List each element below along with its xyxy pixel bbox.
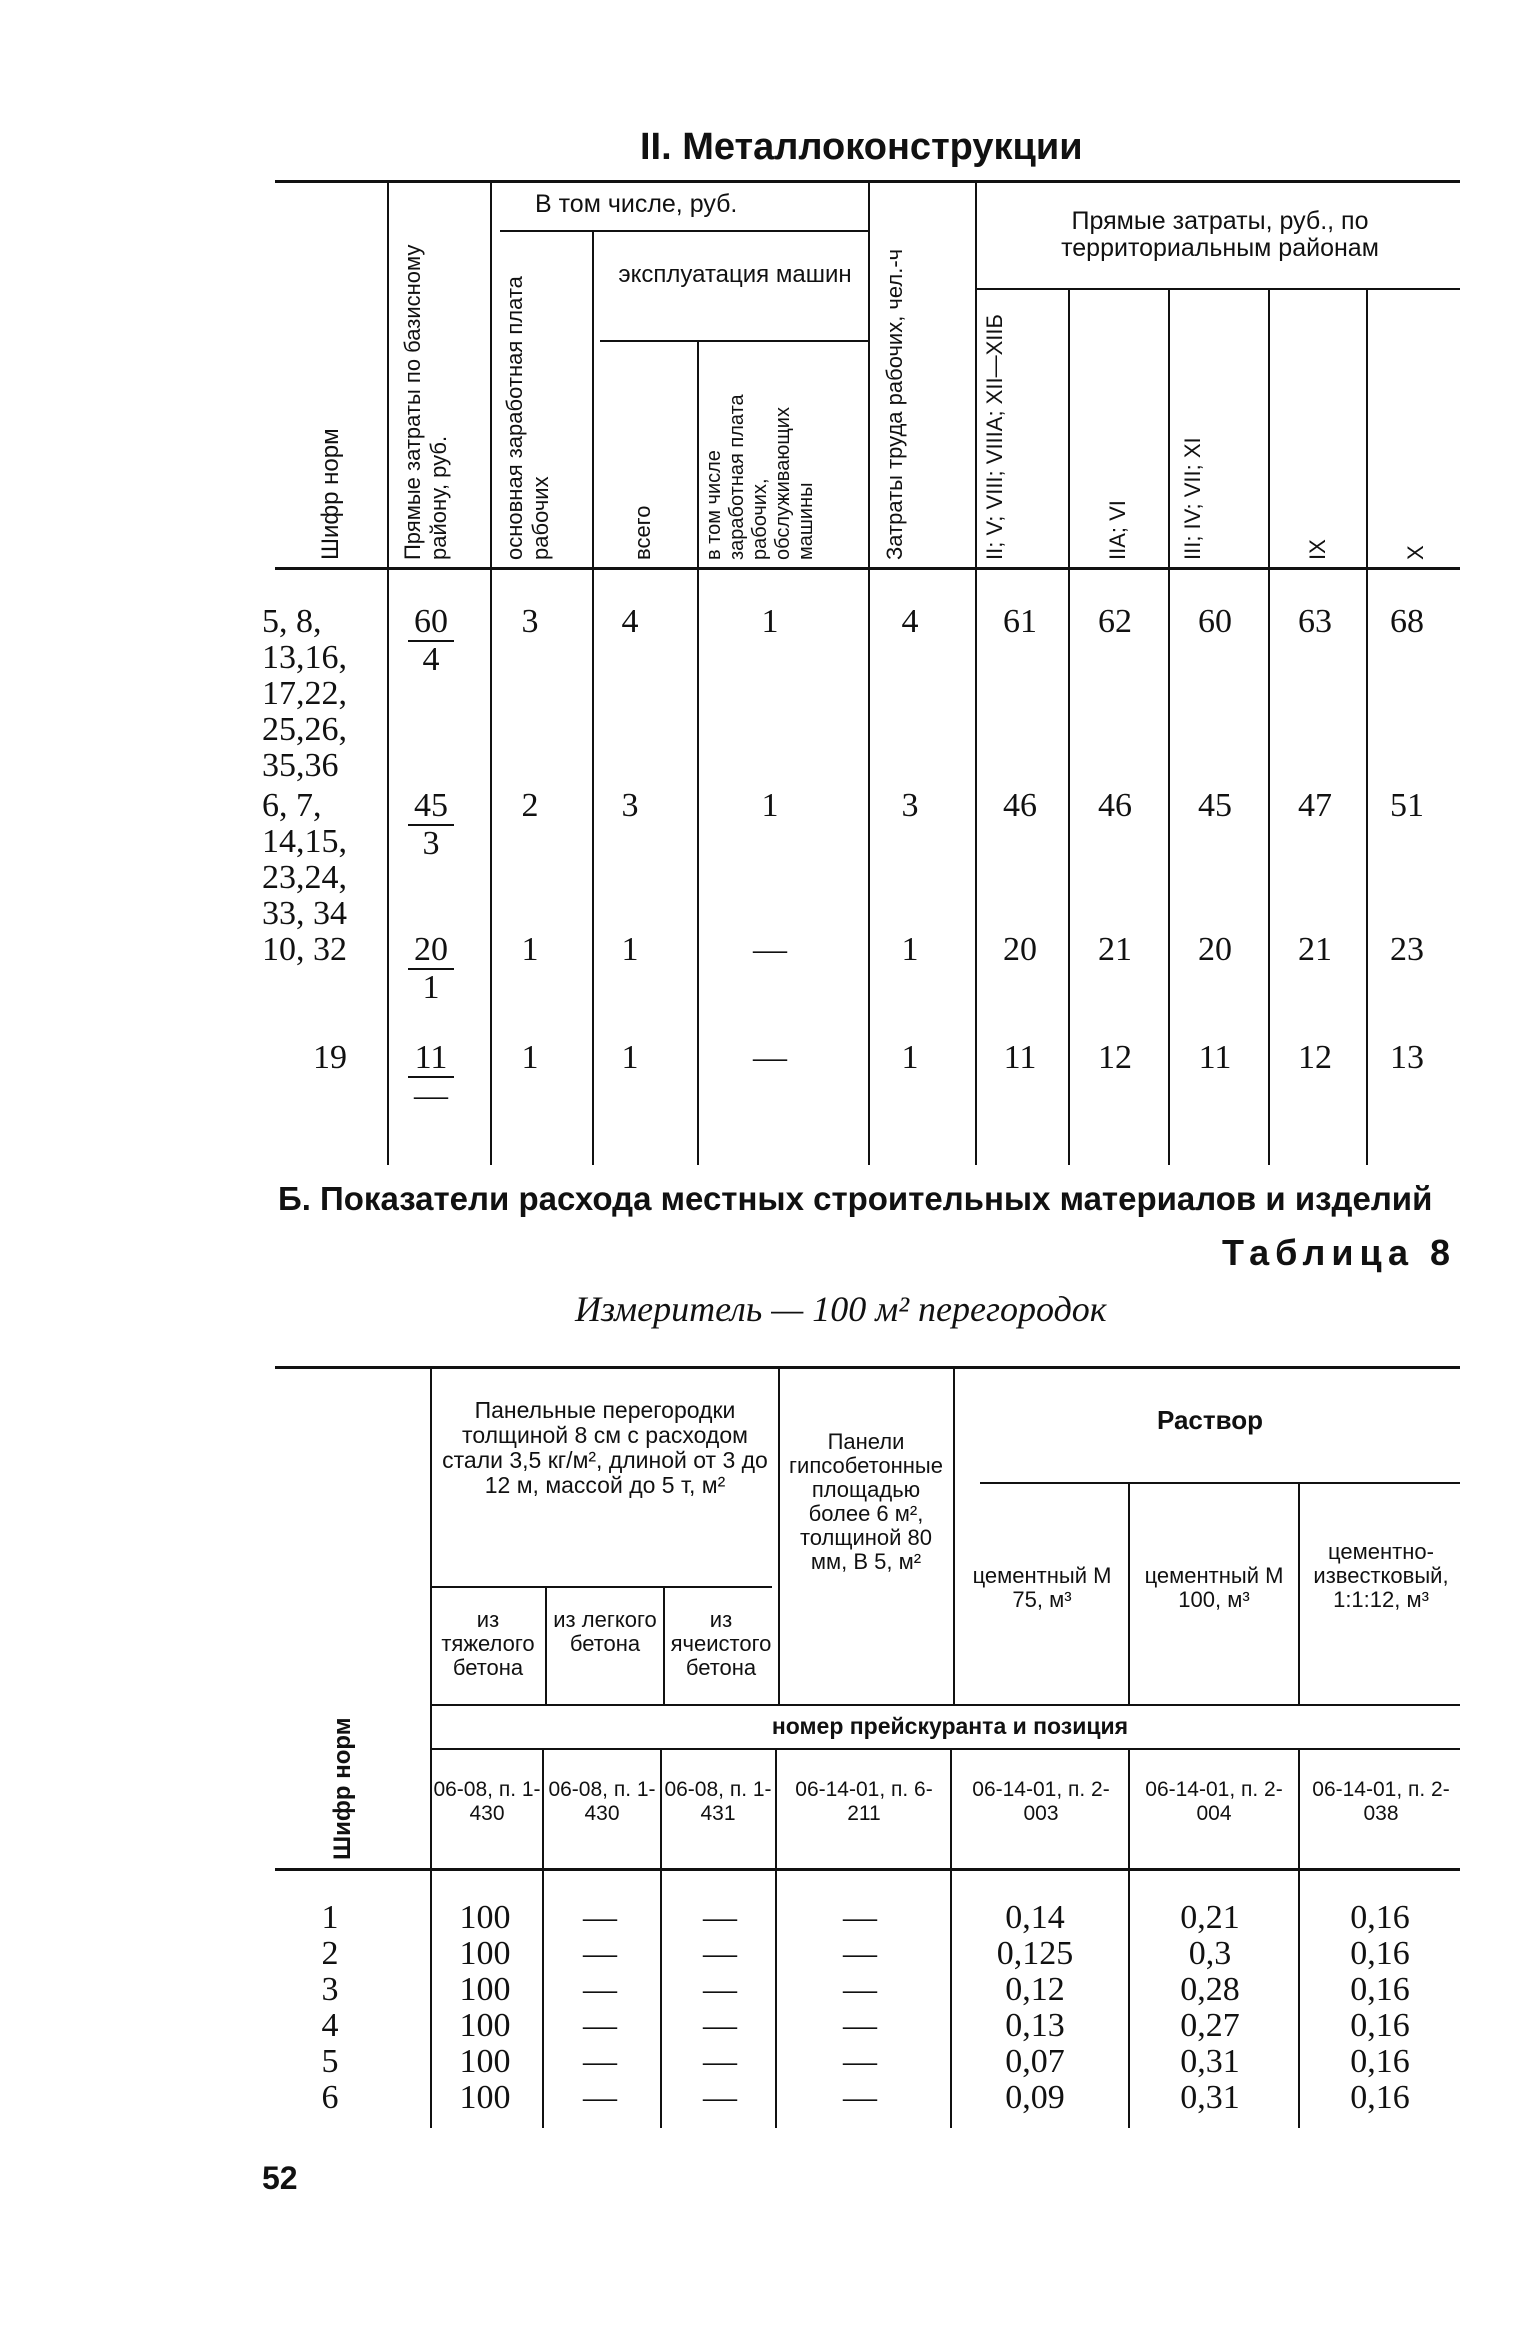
t2-row-6-c1: 100 [459,2079,511,2116]
page-number: 52 [262,2160,298,2196]
t1-row-2-r4: 47 [1298,787,1332,824]
t2-row-6-c2: — [583,2079,617,2116]
t1-row-2-r1: 46 [1003,787,1037,824]
t1-row-4-r5: 13 [1390,1039,1424,1076]
t2-row-1-c7: 0,16 [1350,1899,1410,1936]
t1-row-4-base [408,1040,454,1114]
t2-row-3-c1: 100 [459,1971,511,2008]
t1-row-1-r1: 61 [1003,603,1037,640]
t1-header-machines-total: всего [630,505,655,560]
t1-row-1-code: 5, 8, 13,16, 17,22, 25,26, 35,36 [262,603,347,784]
t2-header-cellular: из ячеистого бетона [670,1607,772,1680]
t1-vline [1168,290,1170,1165]
t1-vline [387,180,389,1165]
t2-row-5-c4: — [843,2043,877,2080]
t1-row-2-mach-wages: 1 [761,787,779,824]
t2-row-2-c6: 0,3 [1188,1935,1232,1972]
t2-row-2-c1: 100 [459,1935,511,1972]
t1-row-2-base-num: 45 [408,788,454,826]
t1-row-4-r4: 12 [1298,1039,1332,1076]
table-label: Таблица 8 [1222,1232,1457,1273]
t2-row-6-c4: — [843,2079,877,2116]
t2-row-3-c5: 0,12 [1005,1971,1065,2008]
t2-row-5-c3: — [703,2043,737,2080]
t2-row-4-c4: — [843,2007,877,2044]
t2-row-4-code: 4 [321,2007,339,2044]
t2-rule-price-2 [432,1748,1460,1750]
t2-row-1-c1: 100 [459,1899,511,1936]
t1-vline [490,180,492,1165]
t2-ref-2: 06-08, п. 1-430 [548,1778,656,1825]
section-b-title: Б. Показатели расхода местных строительных материалов и изделий [278,1180,1433,1217]
t1-row-3-code: 10, 32 [262,931,347,968]
t1-row-2-code: 6, 7, 14,15, 23,24, 33, 34 [262,787,347,932]
t2-row-6-c3: — [703,2079,737,2116]
t2-ref-7: 06-14-01, п. 2-038 [1312,1778,1450,1825]
t2-row-1-c3: — [703,1899,737,1936]
t1-row-1-mach-wages: 1 [761,603,779,640]
t1-row-4-r1: 11 [1003,1039,1037,1076]
t2-row-2-c7: 0,16 [1350,1935,1410,1972]
t2-vline [1298,1750,1300,2128]
t2-row-1-c5: 0,14 [1005,1899,1065,1936]
t2-ref-6: 06-14-01, п. 2-004 [1145,1778,1283,1825]
t2-header-lime: цементно-известковый, 1:1:12, м³ [1313,1539,1449,1612]
t1-row-4-r3: 11 [1198,1039,1232,1076]
t2-row-5-code: 5 [321,2043,339,2080]
t2-row-4-c5: 0,13 [1005,2007,1065,2044]
t1-header-incl: В том числе, руб. [535,190,738,218]
t1-row-1-base [408,604,454,678]
t1-row-1-mach-total: 4 [621,603,639,640]
t1-row-3-mach-total: 1 [621,931,639,968]
t1-row-3-mach-wages: — [753,931,787,968]
t2-ref-1: 06-08, п. 1-430 [433,1778,541,1825]
t2-header-cement100: цементный М 100, м³ [1144,1563,1284,1612]
t2-row-3-c7: 0,16 [1350,1971,1410,2008]
t1-row-2-base-den: 3 [422,825,440,862]
t1-row-3-r5: 23 [1390,931,1424,968]
t1-row-4-base-num: 11 [408,1040,454,1078]
t1-vline [1068,290,1070,1165]
t2-row-6-c7: 0,16 [1350,2079,1410,2116]
t1-row-2-r5: 51 [1390,787,1424,824]
t1-row-4-wages: 1 [521,1039,539,1076]
t2-vline [1128,1484,1130,1704]
t1-header-region-4: IX [1305,539,1330,560]
t2-vline [953,1368,955,1704]
t2-header-mortar: Раствор [1156,1405,1264,1435]
t2-row-3-c3: — [703,1971,737,2008]
t2-vline [1298,1484,1300,1704]
t1-vline [1268,290,1270,1165]
t1-rule-regions [975,288,1460,290]
t2-header-panels: Панельные перегородки толщиной 8 см с расходом стали 3,5 кг/м², длиной от 3 до 12 м, массой до 5 т, м² [442,1397,768,1498]
t2-vline [430,1368,432,2128]
t2-header-price-ref: номер прейскуранта и позиция [771,1713,1129,1739]
t1-vline [1366,290,1368,1165]
t1-row-3-r1: 20 [1003,931,1037,968]
t1-header-machines-wages: в том числе заработная плата рабочих, обслуживающих машины [703,394,817,560]
t1-vline [697,342,699,1165]
t2-row-2-c4: — [843,1935,877,1972]
t2-row-5-c6: 0,31 [1180,2043,1240,2080]
t2-row-3-c4: — [843,1971,877,2008]
t2-row-4-c1: 100 [459,2007,511,2044]
t2-top-rule [275,1366,1460,1369]
t2-row-2-c2: — [583,1935,617,1972]
t2-row-3-c6: 0,28 [1180,1971,1240,2008]
t2-row-4-c6: 0,27 [1180,2007,1240,2044]
t2-head-rule [275,1868,1460,1871]
t2-rule-panels [432,1586,772,1588]
t2-vline [775,1750,777,2128]
t2-row-5-c5: 0,07 [1005,2043,1065,2080]
t1-row-1-wages: 3 [521,603,539,640]
t1-row-2-labor: 3 [901,787,919,824]
t2-vline [1128,1750,1130,2128]
t1-row-1-base-den: 4 [422,641,440,678]
t1-header-base-cost: Прямые затраты по базисному району, руб. [400,244,451,560]
table-measure: Измеритель — 100 м² перегородок [575,1289,1107,1329]
t1-row-4-code: 19 [313,1039,347,1076]
t1-row-2-wages: 2 [521,787,539,824]
t1-row-1-r5: 68 [1390,603,1424,640]
t1-row-1-labor: 4 [901,603,919,640]
t1-row-3-base [408,932,454,1006]
t2-header-cement75: цементный М 75, м³ [972,1563,1112,1612]
t1-header-labor: Затраты труда рабочих, чел.-ч [882,248,907,560]
t1-row-3-wages: 1 [521,931,539,968]
t2-row-1-c6: 0,21 [1180,1899,1240,1936]
t2-header-gypsum: Панели гипсобетонные площадью более 6 м², толщиной 80 мм, В 5, м² [789,1429,943,1574]
t2-row-6-c5: 0,09 [1005,2079,1065,2116]
t2-row-6-c6: 0,31 [1180,2079,1240,2116]
t2-row-5-c2: — [583,2043,617,2080]
t1-row-3-r4: 21 [1298,931,1332,968]
t1-row-4-base-den: — [414,1077,448,1114]
t1-row-1-r2: 62 [1098,603,1132,640]
t1-vline [868,180,870,1165]
t1-row-3-r3: 20 [1198,931,1232,968]
t2-header-code: Шифр норм [329,1717,356,1860]
t2-row-4-c7: 0,16 [1350,2007,1410,2044]
t1-row-4-mach-total: 1 [621,1039,639,1076]
t2-row-5-c7: 0,16 [1350,2043,1410,2080]
t2-row-1-c2: — [583,1899,617,1936]
t1-row-3-base-den: 1 [422,969,440,1006]
t2-row-1-code: 1 [321,1899,339,1936]
t1-rule-incl [500,230,870,232]
t1-row-4-mach-wages: — [753,1039,787,1076]
section-title: II. Металлоконструкции [640,126,1083,168]
t1-header-region-2: IIA; VI [1105,500,1130,560]
t1-vline [592,232,594,1165]
t1-row-1-base-num: 60 [408,604,454,642]
t2-row-4-c3: — [703,2007,737,2044]
t1-header-region-5: X [1403,545,1428,560]
t1-row-2-base [408,788,454,862]
t2-row-2-c5: 0,125 [996,1935,1074,1972]
t1-row-3-base-num: 20 [408,932,454,970]
t2-vline [950,1750,952,2128]
t1-row-2-r2: 46 [1098,787,1132,824]
t2-row-4-c2: — [583,2007,617,2044]
t1-row-1-r3: 60 [1198,603,1232,640]
t2-rule-mortar [980,1482,1460,1484]
t2-row-3-code: 3 [321,1971,339,2008]
t2-header-heavy: из тяжелого бетона [441,1607,535,1680]
t1-row-4-labor: 1 [901,1039,919,1076]
t1-header-region-3: III; IV; VII; XI [1180,437,1205,560]
t1-header-region-1: II; V; VIII; VIIIA; XII—XIIБ [982,314,1007,560]
t1-vline [975,180,977,1165]
t2-ref-3: 06-08, п. 1-431 [664,1778,772,1825]
t1-header-code: Шифр норм [317,428,344,560]
t2-row-2-code: 2 [321,1935,339,1972]
t1-row-1-r4: 63 [1298,603,1332,640]
t1-header-machines: эксплуатация машин [618,261,852,288]
t2-row-2-c3: — [703,1935,737,1972]
t1-rule-machines [600,340,870,342]
t1-row-3-r2: 21 [1098,931,1132,968]
t2-vline [545,1588,547,1704]
t2-vline [663,1588,665,1704]
t2-ref-4: 06-14-01, п. 6-211 [795,1778,933,1825]
t1-row-2-mach-total: 3 [621,787,639,824]
t2-row-6-code: 6 [321,2079,339,2116]
t2-rule-price [432,1704,1460,1706]
t2-ref-5: 06-14-01, п. 2-003 [972,1778,1110,1825]
t1-row-4-r2: 12 [1098,1039,1132,1076]
t2-header-light: из легкого бетона [553,1607,657,1656]
t1-header-wages: основная заработная плата рабочих [502,276,553,560]
t1-header-regions: Прямые затраты, руб., по территориальным районам [1061,207,1379,262]
t2-vline [778,1368,780,1704]
t1-row-3-labor: 1 [901,931,919,968]
t1-row-2-r3: 45 [1198,787,1232,824]
t2-row-3-c2: — [583,1971,617,2008]
t2-row-1-c4: — [843,1899,877,1936]
t2-row-5-c1: 100 [459,2043,511,2080]
